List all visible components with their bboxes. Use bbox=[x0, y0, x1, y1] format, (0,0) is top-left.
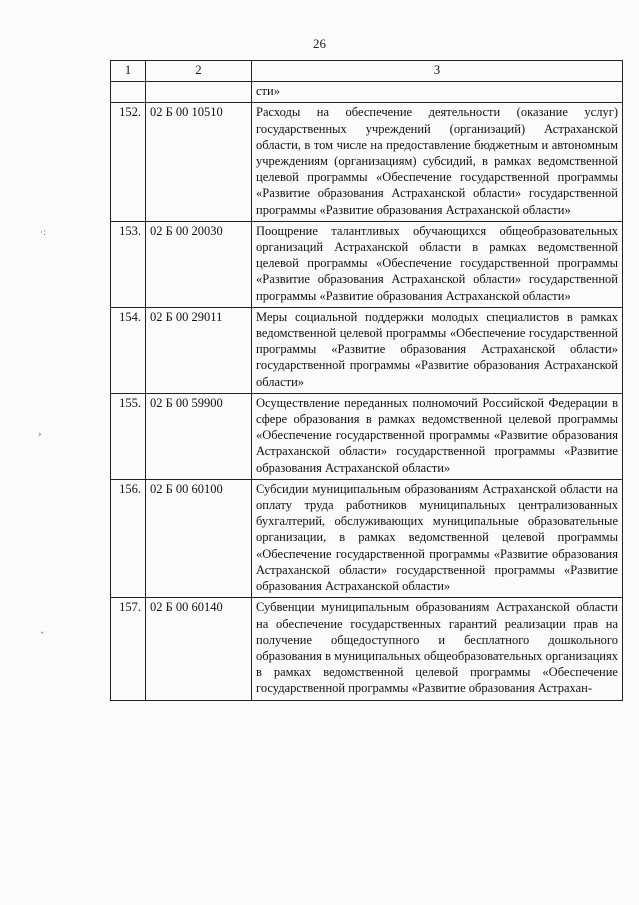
row-number: 155. bbox=[111, 393, 146, 479]
table-row bbox=[111, 307, 623, 393]
table-row bbox=[111, 393, 623, 479]
table-row-continuation bbox=[111, 82, 623, 103]
scan-mark: › bbox=[38, 430, 42, 440]
row-description: Субсидии муниципальным образованиям Астраханской области на оплату труда работников муниципальных централизованных бухгалтерий, обслуживающих муниципальные образовательные организации, в рамках ведомственной целевой программы «Обеспечение государственной программы «Развитие образования Астраханской области» государственной программы «Развитие образования Астраханской области» bbox=[252, 479, 623, 597]
row-description: Осуществление переданных полномочий Российской Федерации в сфере образования в рамках ведомственной целевой программы «Обеспечение государственной программы «Развитие образования Астраханской области» государственной программы «Развитие образования Астраханской области» bbox=[252, 393, 623, 479]
column-header: 3 bbox=[252, 61, 623, 82]
row-code: 02 Б 00 20030 bbox=[146, 221, 252, 307]
table-cell bbox=[111, 82, 146, 103]
table-row bbox=[111, 479, 623, 597]
table-cell bbox=[146, 82, 252, 103]
column-header: 1 bbox=[111, 61, 146, 82]
row-description: Поощрение талантливых обучающихся общеобразовательных организаций Астраханской области в рамках ведомственной целевой программы «Обеспечение государственной программы «Развитие образования Астраханской области» государственной программы «Развитие образования Астраханской области» bbox=[252, 221, 623, 307]
row-code: 02 Б 00 60100 bbox=[146, 479, 252, 597]
row-number: 152. bbox=[111, 103, 146, 221]
row-description: Субвенции муниципальным образованиям Астраханской области на обеспечение государственных гарантий реализации прав на получение общедоступного и бесплатного дошкольного образования в муниципальных общеобразовательных организациях в рамках ведомственной целевой программы «Обеспечение государственной программы «Развитие образования Астрахан- bbox=[252, 598, 623, 700]
row-description: Меры социальной поддержки молодых специалистов в рамках ведомственной целевой программы «Обеспечение государственной программы «Развитие образования Астраханской области» государственной программы «Развитие образования Астраханской области» bbox=[252, 307, 623, 393]
row-number: 156. bbox=[111, 479, 146, 597]
table-row bbox=[111, 103, 623, 221]
row-number: 157. bbox=[111, 598, 146, 700]
row-number: 153. bbox=[111, 221, 146, 307]
row-code: 02 Б 00 29011 bbox=[146, 307, 252, 393]
scan-mark: ˇ bbox=[40, 632, 45, 642]
page-number: 26 bbox=[313, 36, 326, 51]
row-code: 02 Б 00 60140 bbox=[146, 598, 252, 700]
classification-table bbox=[110, 60, 623, 701]
table-row bbox=[111, 221, 623, 307]
row-number: 154. bbox=[111, 307, 146, 393]
column-header: 2 bbox=[146, 61, 252, 82]
row-code: 02 Б 00 59900 bbox=[146, 393, 252, 479]
row-code: 02 Б 00 10510 bbox=[146, 103, 252, 221]
row-description: Расходы на обеспечение деятельности (оказание услуг) государственных учреждений (организаций) Астраханской области, в том числе на предоставление бюджетным и автономным учреждениям (организациям) субсидий, в рамках ведомственной целевой программы «Обеспечение государственной программы «Развитие образования Астраханской области» государственной программы «Развитие образования Астраханской области» bbox=[252, 103, 623, 221]
table-cell-text: сти» bbox=[252, 82, 623, 103]
table-row bbox=[111, 598, 623, 700]
table-header-row bbox=[111, 61, 623, 82]
scan-mark: ·: bbox=[40, 228, 46, 238]
